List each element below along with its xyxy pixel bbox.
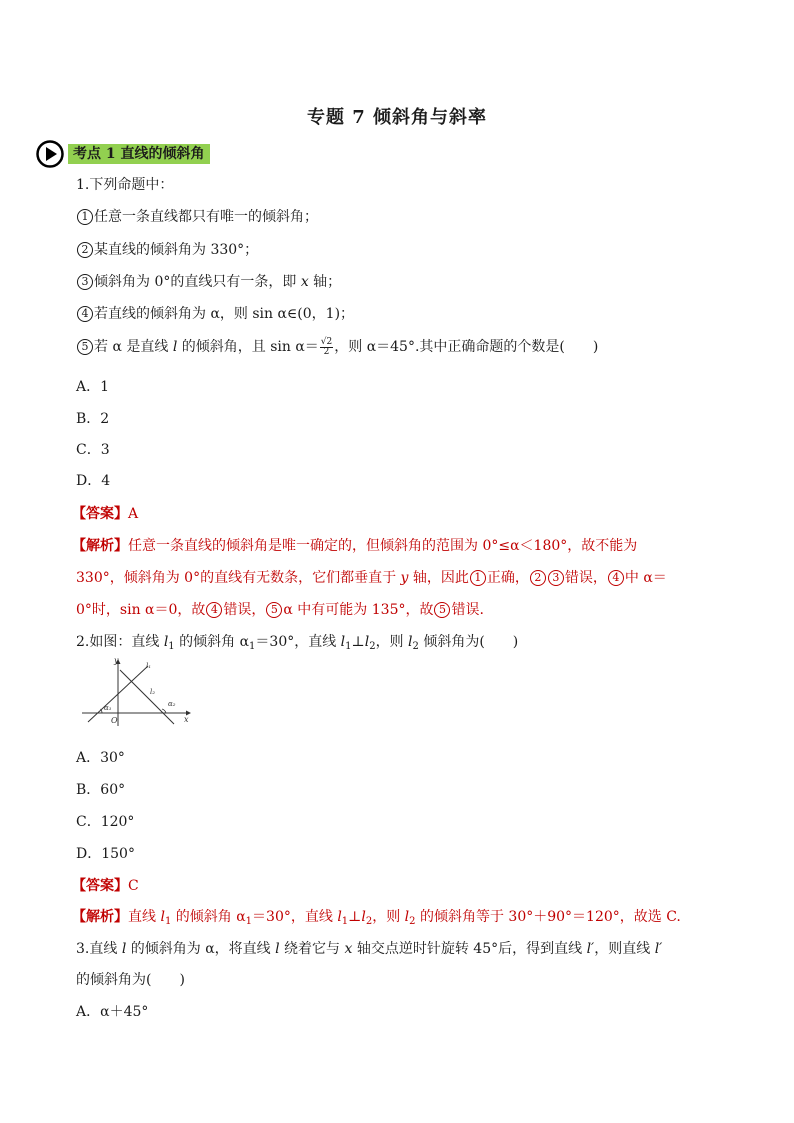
q2-option-d: D．150° [76,846,135,862]
circled-number: 5 [77,339,93,355]
q1-item-4: 4 若直线的倾斜角为 α，则 sin α∈(0，1)； [76,304,354,324]
q1-option-c: C．3 [76,442,110,458]
lines-diagram [80,658,192,728]
play-arrow-icon [36,140,64,168]
q1-option-d: D．4 [76,473,111,489]
circled-number: 1 [77,209,93,225]
q2-option-a: A．30° [76,750,125,766]
q3-stem-line-2: 的倾斜角为( ) [76,972,185,988]
label-y: y [114,658,119,665]
q1-analysis-line-1: 【解析】任意一条直线的倾斜角是唯一确定的，但倾斜角的范围为 0°≤α＜180°，故不能为 [72,538,638,554]
circled-number: 4 [77,306,93,322]
q1-option-a: A．1 [76,379,110,395]
q1-stem: 1.下列命题中： [76,177,174,193]
q3-option-a: A．α＋45° [76,1004,149,1020]
q1-answer: 【答案】A [72,506,139,522]
q1-item-1: 1 任意一条直线都只有唯一的倾斜角； [76,207,318,227]
q2-answer: 【答案】C [72,878,139,894]
line-l2 [120,670,174,724]
q2-stem: 2.如图：直线 $l_1$ 的倾斜角 $\alpha_1=30^\circ$，直线 $l_1\perp l_2$，则 $l_2$ 倾斜角为( ) [76,634,519,652]
q1-item-5: 5 若 α 是直线 l 的倾斜角，且 sin α＝ $\frac{√2}{2}$ ，则 α＝45°.其中正确命题的个数是( ) [76,337,598,357]
q1-analysis-line-3: 0°时，sin α＝0，故 4 错误， 5 α 中有可能为 135°，故 5 错误. [76,602,484,618]
label-l1: l₁ [146,662,152,670]
section-label: 考点 1 直线的倾斜角 [68,144,210,164]
circled-number: 3 [77,274,93,290]
label-l2: l₂ [150,688,156,696]
q2-analysis: 【解析】直线 $l_1$ 的倾斜角 $\alpha_1=30^\circ$，直线 $l_1\perp l_2$，则 $l_2$ 的倾斜角等于 30°＋90°＝120°，故选 C. [72,909,681,927]
label-a1: α₁ [104,704,112,712]
section-header [36,140,336,168]
label-x: x [184,715,189,724]
page-title: 专题 7 倾斜角与斜率 [306,107,488,128]
q1-item-3: 3 倾斜角为 0°的直线只有一条，即 x 轴； [76,272,341,292]
fraction: $\frac{√2}{2}$ [320,336,333,357]
q3-stem-line-1: 3.直线 l 的倾斜角为 α，将直线 l 绕着它与 x 轴交点逆时针旋转 45°后，得到直线 l′，则直线 l′ [76,941,663,957]
q1-item-2: 2 某直线的倾斜角为 330°； [76,240,258,260]
circled-number: 2 [77,242,93,258]
q1-analysis-line-2: 330°，倾斜角为 0°的直线有无数条，它们都垂直于 y 轴，因此 1 正确， 2 3 错误， 4 中 α＝ [76,570,667,586]
q2-option-b: B．60° [76,782,126,798]
q2-option-c: C．120° [76,814,135,830]
q1-option-b: B．2 [76,411,110,427]
label-origin: O [111,716,118,725]
label-a2: α₂ [168,700,176,708]
